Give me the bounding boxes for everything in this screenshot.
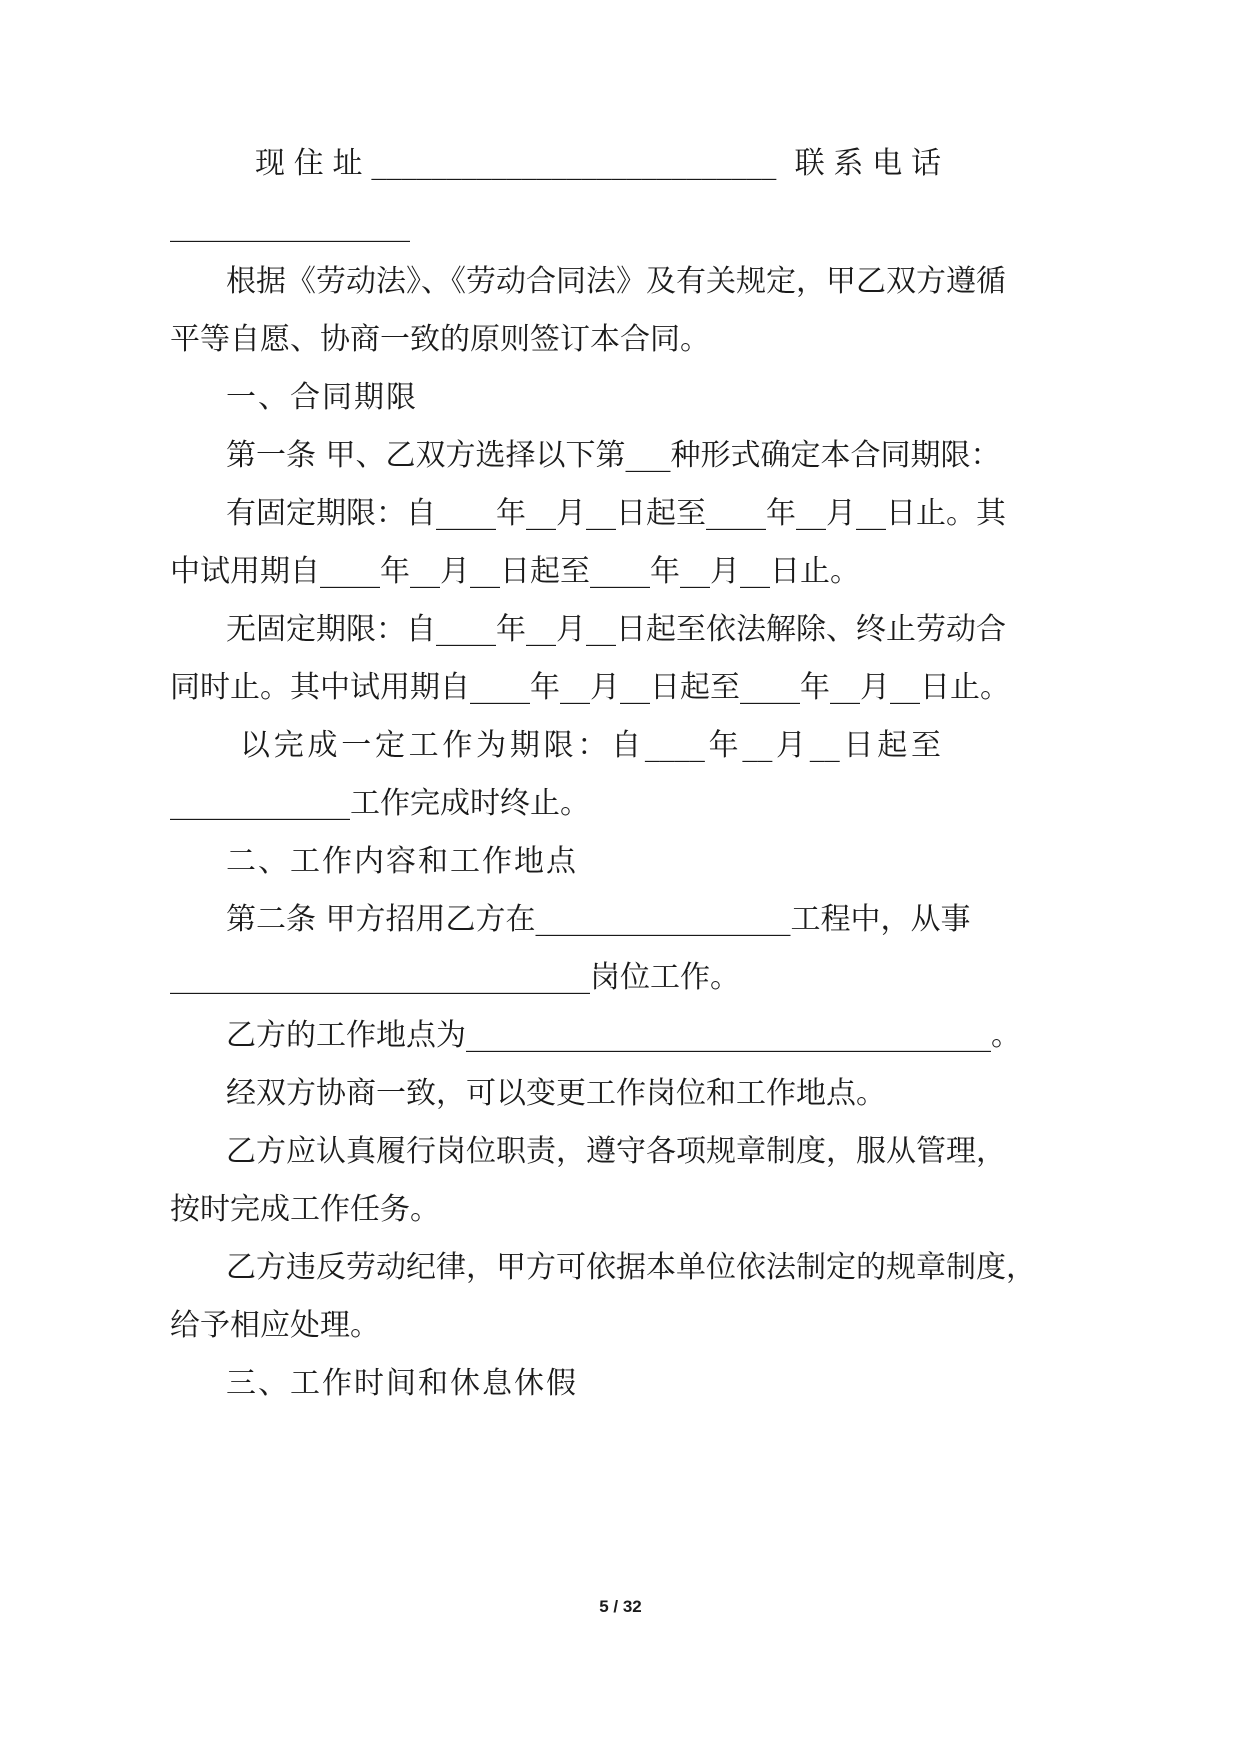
clause-line: 以完成一定工作为期限：自____年__月__日起至 bbox=[240, 728, 941, 763]
paragraph-line: 根据《劳动法》、《劳动合同法》及有关规定，甲乙双方遵循 bbox=[226, 264, 1006, 299]
address-phone-line: 现住址___________________________ 联系电话 bbox=[255, 146, 941, 181]
paragraph-line: 乙方的工作地点为___________________________________。 bbox=[226, 1018, 1021, 1053]
section-heading: 一、合同期限 bbox=[226, 380, 418, 415]
paragraph-line: 乙方应认真履行岗位职责，遵守各项规章制度，服从管理， bbox=[226, 1134, 1006, 1169]
article-line: 第一条 甲、乙双方选择以下第___种形式确定本合同期限： bbox=[226, 438, 1001, 473]
clause-line: ____________工作完成时终止。 bbox=[170, 786, 590, 821]
page-number: 5 / 32 bbox=[599, 1597, 642, 1616]
article-line: ____________________________岗位工作。 bbox=[170, 960, 740, 995]
paragraph-line: 经双方协商一致，可以变更工作岗位和工作地点。 bbox=[226, 1076, 886, 1111]
section-heading: 三、工作时间和休息休假 bbox=[226, 1366, 578, 1401]
paragraph-line: 给予相应处理。 bbox=[170, 1308, 380, 1343]
phone-blank-line: ________________ bbox=[170, 208, 410, 243]
article-line: 第二条 甲方招用乙方在_________________工程中，从事 bbox=[226, 902, 971, 937]
clause-line: 有固定期限：自____年__月__日起至____年__月__日止。其 bbox=[226, 496, 1006, 531]
paragraph-line: 乙方违反劳动纪律，甲方可依据本单位依法制定的规章制度， bbox=[226, 1250, 1036, 1285]
clause-line: 无固定期限：自____年__月__日起至依法解除、终止劳动合 bbox=[226, 612, 1006, 647]
paragraph-line: 平等自愿、协商一致的原则签订本合同。 bbox=[170, 322, 710, 357]
paragraph-line: 按时完成工作任务。 bbox=[170, 1192, 440, 1227]
clause-line: 中试用期自____年__月__日起至____年__月__日止。 bbox=[170, 554, 860, 589]
clause-line: 同时止。其中试用期自____年__月__日起至____年__月__日止。 bbox=[170, 670, 1010, 705]
section-heading: 二、工作内容和工作地点 bbox=[226, 844, 578, 879]
